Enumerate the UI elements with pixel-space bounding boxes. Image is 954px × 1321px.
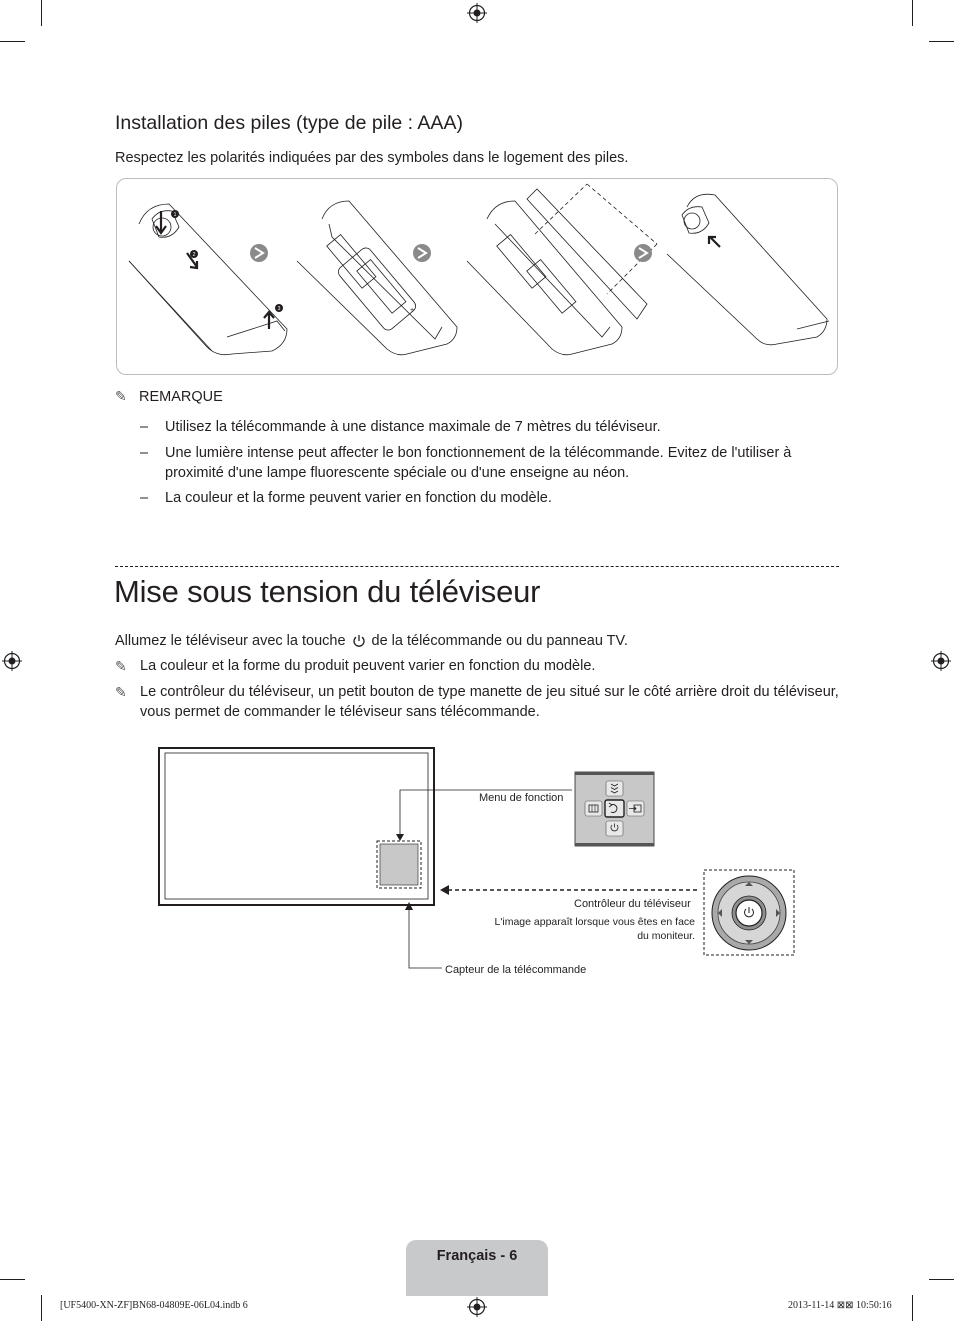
controller-label: Contrôleur du téléviseur xyxy=(574,898,691,910)
remarque-title: REMARQUE xyxy=(139,388,223,405)
registration-mark-icon xyxy=(2,651,22,671)
step-marker-1 xyxy=(171,210,179,218)
next-step-arrow-icon xyxy=(250,244,268,262)
power-on-paragraph xyxy=(115,633,628,649)
remote-step1-illustration xyxy=(129,204,287,355)
crop-mark-bl-v xyxy=(41,1295,42,1321)
press-arrow-icon xyxy=(156,211,166,233)
pencil-note-icon: ✎ xyxy=(115,658,127,674)
controller-note-line: du moniteur. xyxy=(637,930,695,942)
close-arrow-icon xyxy=(264,312,274,329)
registration-mark-icon xyxy=(467,3,487,23)
print-slug-left: [UF5400-XN-ZF]BN68-04809E-06L04.indb 6 xyxy=(60,1300,248,1311)
power-note-text: Le contrôleur du téléviseur, un petit bouton de type manette de jeu situé sur le côté arrière droit du téléviseur, vous permet de commander le téléviseur sans télécommande. xyxy=(140,684,839,720)
close-arrow-icon xyxy=(709,237,720,247)
next-step-arrow-icon xyxy=(413,244,431,262)
svg-text:1: 1 xyxy=(173,212,177,219)
remote-step2-illustration xyxy=(297,201,457,355)
crop-mark-tr-h xyxy=(929,41,954,42)
crop-mark-bl-h xyxy=(0,1279,25,1280)
bullet-dash: – xyxy=(140,445,149,461)
crop-mark-tl-v xyxy=(41,0,42,26)
bullet-dash: – xyxy=(140,419,149,435)
page-number: Français - 6 xyxy=(436,1248,518,1264)
batteries-intro-text: Respectez les polarités indiquées par des symboles dans le logement des piles. xyxy=(115,150,629,166)
next-step-arrow-icon xyxy=(634,244,652,262)
section-title-batteries: Installation des piles (type de pile : AAA) xyxy=(115,112,463,134)
remarque-item-text: Utilisez la télécommande à une distance maximale de 7 mètres du téléviseur. xyxy=(165,419,661,435)
section-title-power-on: Mise sous tension du téléviseur xyxy=(114,574,541,609)
svg-text:3: 3 xyxy=(277,306,281,313)
tv-controller-joystick xyxy=(704,870,794,955)
battery-installation-figure xyxy=(116,178,838,375)
pencil-note-icon: ✎ xyxy=(115,388,127,404)
remarque-item xyxy=(140,417,835,437)
power-on-text-after: de la télécommande ou du panneau TV. xyxy=(371,633,628,649)
step-marker-3 xyxy=(275,304,283,312)
bullet-dash: – xyxy=(140,490,149,506)
controller-note xyxy=(470,915,695,943)
pencil-note-icon: ✎ xyxy=(115,684,127,700)
power-note xyxy=(115,656,840,676)
power-note xyxy=(115,682,840,722)
sensor-label: Capteur de la télécommande xyxy=(445,964,587,976)
remote-step4-illustration xyxy=(667,194,829,345)
controller-note-line: L'image apparaît lorsque vous êtes en face xyxy=(494,916,695,928)
page-number-tab xyxy=(406,1240,548,1296)
registration-mark-icon xyxy=(467,1297,487,1317)
remarque-item-text: La couleur et la forme peuvent varier en fonction du modèle. xyxy=(165,490,552,506)
remarque-item-text: Une lumière intense peut affecter le bon fonctionnement de la télécommande. Evitez de l'utiliser à proximité d'une lampe fluorescente spéciale ou d'une enseigne au néon. xyxy=(165,445,792,481)
crop-mark-tr-v xyxy=(912,0,913,26)
remote-step3-illustration xyxy=(467,184,657,355)
print-slug-right: 2013-11-14 ⊠⊠ 10:50:16 xyxy=(788,1300,892,1311)
registration-mark-icon xyxy=(931,651,951,671)
section-divider xyxy=(115,566,839,567)
power-icon xyxy=(352,634,366,648)
menu-label: Menu de fonction xyxy=(479,792,564,804)
dashed-arrow-head-icon xyxy=(440,885,449,895)
crop-mark-br-v xyxy=(912,1295,913,1321)
remarque-item xyxy=(140,443,835,483)
function-menu-panel xyxy=(575,772,654,846)
step-marker-2 xyxy=(190,250,198,258)
crop-mark-br-h xyxy=(929,1279,954,1280)
battery-polarity-sign: + xyxy=(410,307,415,314)
crop-mark-tl-h xyxy=(0,41,25,42)
remarque-heading xyxy=(115,388,223,405)
svg-text:2: 2 xyxy=(192,252,196,259)
power-on-text-before: Allumez le téléviseur avec la touche xyxy=(115,633,346,649)
remarque-item xyxy=(140,488,835,508)
tv-controller-diagram xyxy=(150,740,810,990)
power-note-text: La couleur et la forme du produit peuvent varier en fonction du modèle. xyxy=(140,658,596,674)
